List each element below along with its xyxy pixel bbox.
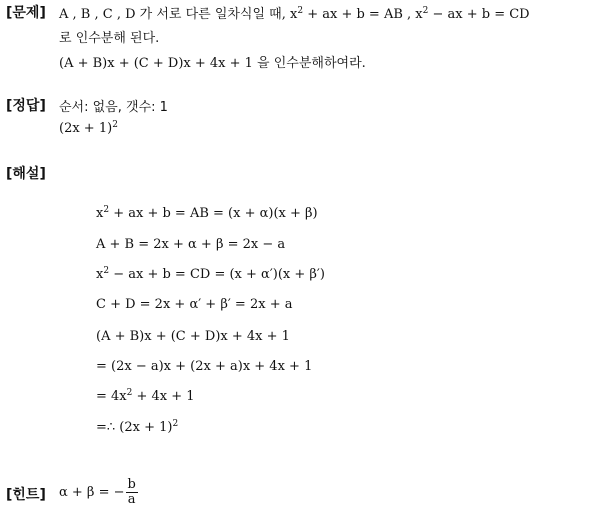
problem-label: [문제] [6,5,46,21]
hint-formula [59,478,138,507]
solution-step-2: A + B = 2x + α + β = 2x − a [96,237,286,252]
solution-step-1: $x^2$ + ax + b = AB = (x + α)(x + β) [96,205,318,221]
solution-step-6: = (2x − a)x + (2x + a)x + 4x + 1 [96,359,313,374]
solution-step-7: = $4x^2 + 4x + 1$ [96,388,195,404]
solution-step-5: (A + B)x + (C + D)x + 4x + 1 [96,329,290,344]
answer-value: $(2x + 1)^2$ [59,120,118,136]
solution-label: [해설] [6,166,46,182]
answer-meta: 순서: 없음, 갯수: 1 [59,100,168,115]
hint-lhs: α + β = − [59,485,125,500]
solution-step-3: $x^2$ − ax + b = CD = (x + α′)(x + β′) [96,266,325,282]
problem-line-1: A , B , C , D 가 서로 다른 일차식일 때, $x^2$ + ax + b = AB , $x^2$ − ax + b = CD [59,6,530,22]
solution-step-8: =∴ $(2x + 1)^2$ [96,419,179,435]
answer-label: [정답] [6,98,46,114]
solution-step-4: C + D = 2x + α′ + β′ = 2x + a [96,297,293,312]
problem-line-3: (A + B)x + (C + D)x + 4x + 1 을 인수분해하여라. [59,56,366,71]
hint-denominator: a [127,492,136,507]
hint-numerator: b [127,477,136,492]
problem-line-2: 로 인수분해 된다. [59,31,160,46]
hint-fraction [126,478,138,507]
hint-label: [힌트] [6,487,46,503]
